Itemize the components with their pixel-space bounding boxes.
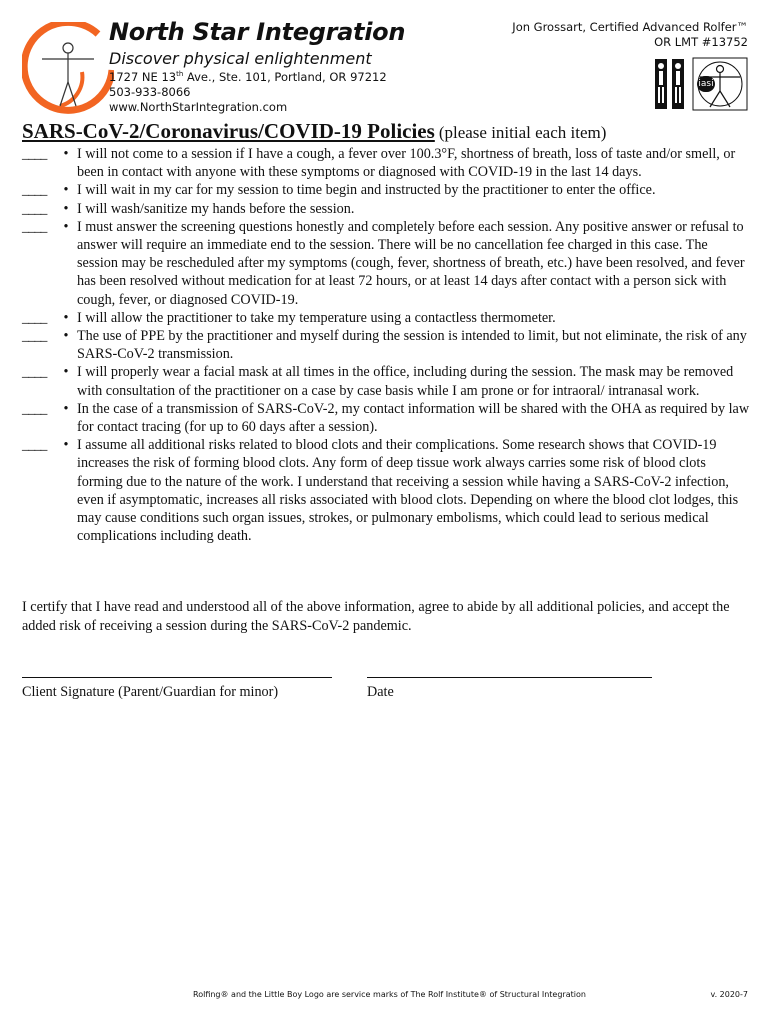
policy-title: SARS-CoV-2/Coronavirus/COVID-19 Policies — [22, 119, 435, 143]
rolf-certification-badge — [652, 57, 688, 111]
vitruvian-logo-icon — [22, 22, 114, 118]
policy-item — [22, 436, 752, 545]
client-signature-line[interactable] — [22, 677, 332, 678]
bullet: • — [63, 400, 69, 417]
address-post: Ave., Ste. 101, Portland, OR 97212 — [183, 70, 387, 84]
policy-item — [22, 400, 752, 436]
bullet: • — [63, 182, 69, 199]
brand-title: North Star Integration — [109, 18, 406, 46]
page-title — [22, 119, 752, 144]
brand-tagline: Discover physical enlightenment — [109, 49, 372, 68]
bullet: • — [63, 437, 69, 454]
bullet: • — [63, 218, 69, 235]
policy-item — [22, 327, 752, 363]
initial-blank[interactable]: ____ — [22, 200, 47, 217]
policy-text: In the case of a transmission of SARS-CoV-2, my contact information will be shared with the OHA as required by law for contact tracing (for up to 60 days after a session). — [77, 400, 750, 436]
policy-text: I must answer the screening questions honestly and completely before each session. Any positive answer or refusal to answer will require an immediate end to the session. There will be no cancellation fee charged in this case. The session may be rescheduled after my symptoms (cough, fever, shortness of breath, etc.) have been resolved, and fever has been resolved without medication for at least 72 hours, or at least 14 days after contact with a person sick with cough, fever, or diagnosed COVID-19. — [77, 218, 745, 308]
initial-blank[interactable]: ____ — [22, 437, 47, 454]
initial-blank[interactable]: ____ — [22, 146, 47, 162]
policy-item — [22, 200, 752, 218]
north-star-logo — [22, 22, 114, 118]
policy-text: I will not come to a session if I have a cough, a fever over 100.3°F, shortness of breath, loss of taste and/or smell, or been in contact with anyone with these symptoms or diagnosed with COVID-19 in the last 14 days. — [77, 146, 736, 181]
policy-item — [22, 181, 752, 199]
initial-blank[interactable]: ____ — [22, 364, 47, 381]
policy-text: The use of PPE by the practitioner and myself during the session is intended to limit, but not eliminate, the risk of any SARS-CoV-2 transmission. — [77, 328, 747, 363]
rolf-little-boy-icon — [652, 57, 688, 111]
policy-list — [22, 145, 752, 545]
initial-blank[interactable]: ____ — [22, 182, 47, 199]
website-link: www.NorthStarIntegration.com — [109, 100, 288, 114]
date-label: Date — [367, 684, 394, 700]
policy-subtitle: (please initial each item) — [438, 123, 607, 142]
policy-item — [22, 309, 752, 327]
policy-item — [22, 363, 752, 399]
initial-blank[interactable]: ____ — [22, 218, 47, 235]
practitioner-block — [512, 20, 748, 50]
bullet: • — [63, 146, 69, 162]
policy-item — [22, 145, 752, 181]
policy-text: I will allow the practitioner to take my temperature using a contactless thermometer. — [77, 309, 556, 326]
bullet: • — [63, 309, 69, 326]
initial-blank[interactable]: ____ — [22, 328, 47, 345]
policy-text: I will properly wear a facial mask at all times in the office, including during the session. The mask may be removed with consultation of the practitioner on a case by case basis while I am prone or for intraoral/ intranasal work. — [77, 364, 734, 399]
date-line[interactable] — [367, 677, 652, 678]
trademark-notice: Rolfing® and the Little Boy Logo are service marks of The Rolf Institute® of Structural Integration — [193, 990, 586, 999]
address-pre: 1727 NE 13 — [109, 70, 177, 84]
initial-blank[interactable]: ____ — [22, 400, 47, 417]
bullet: • — [63, 364, 69, 381]
policy-text: I assume all additional risks related to blood clots and their complications. Some research shows that COVID-19 increases the risk of forming blood clots. Any form of deep tissue work always carries some risk of blood clots forming due to the nature of the work. I understand that receiving a session while having a SARS-CoV-2 infection, even if asymptomatic, increases all risks associated with blood clots. Depending on where the blood clot lodges, this may cause conditions such organ issues, strokes, or pulmonary embolisms, which could lead to serious medical complications including death. — [77, 437, 739, 545]
bullet: • — [63, 200, 69, 217]
policy-text: I will wash/sanitize my hands before the session. — [77, 200, 355, 217]
version-label: v. 2020-7 — [710, 990, 748, 999]
client-signature-label: Client Signature (Parent/Guardian for minor) — [22, 684, 279, 700]
policy-text: I will wait in my car for my session to time begin and instructed by the practitioner to enter the office. — [77, 182, 656, 199]
license-number: OR LMT #13752 — [654, 35, 748, 49]
certification-statement: I certify that I have read and understood all of the above information, agree to abide by all additional policies, and accept the added risk of receiving a session during the SARS-CoV-2 pandemic. — [22, 599, 730, 634]
bullet: • — [63, 328, 69, 345]
practitioner-name: Jon Grossart, Certified Advanced Rolfer™ — [512, 20, 748, 34]
iasi-label: iasi — [697, 76, 715, 92]
policy-item — [22, 218, 752, 309]
phone-number: 503-933-8066 — [109, 85, 191, 99]
address-line — [109, 70, 387, 84]
address-sup: th — [176, 70, 184, 79]
initial-blank[interactable]: ____ — [22, 309, 47, 326]
